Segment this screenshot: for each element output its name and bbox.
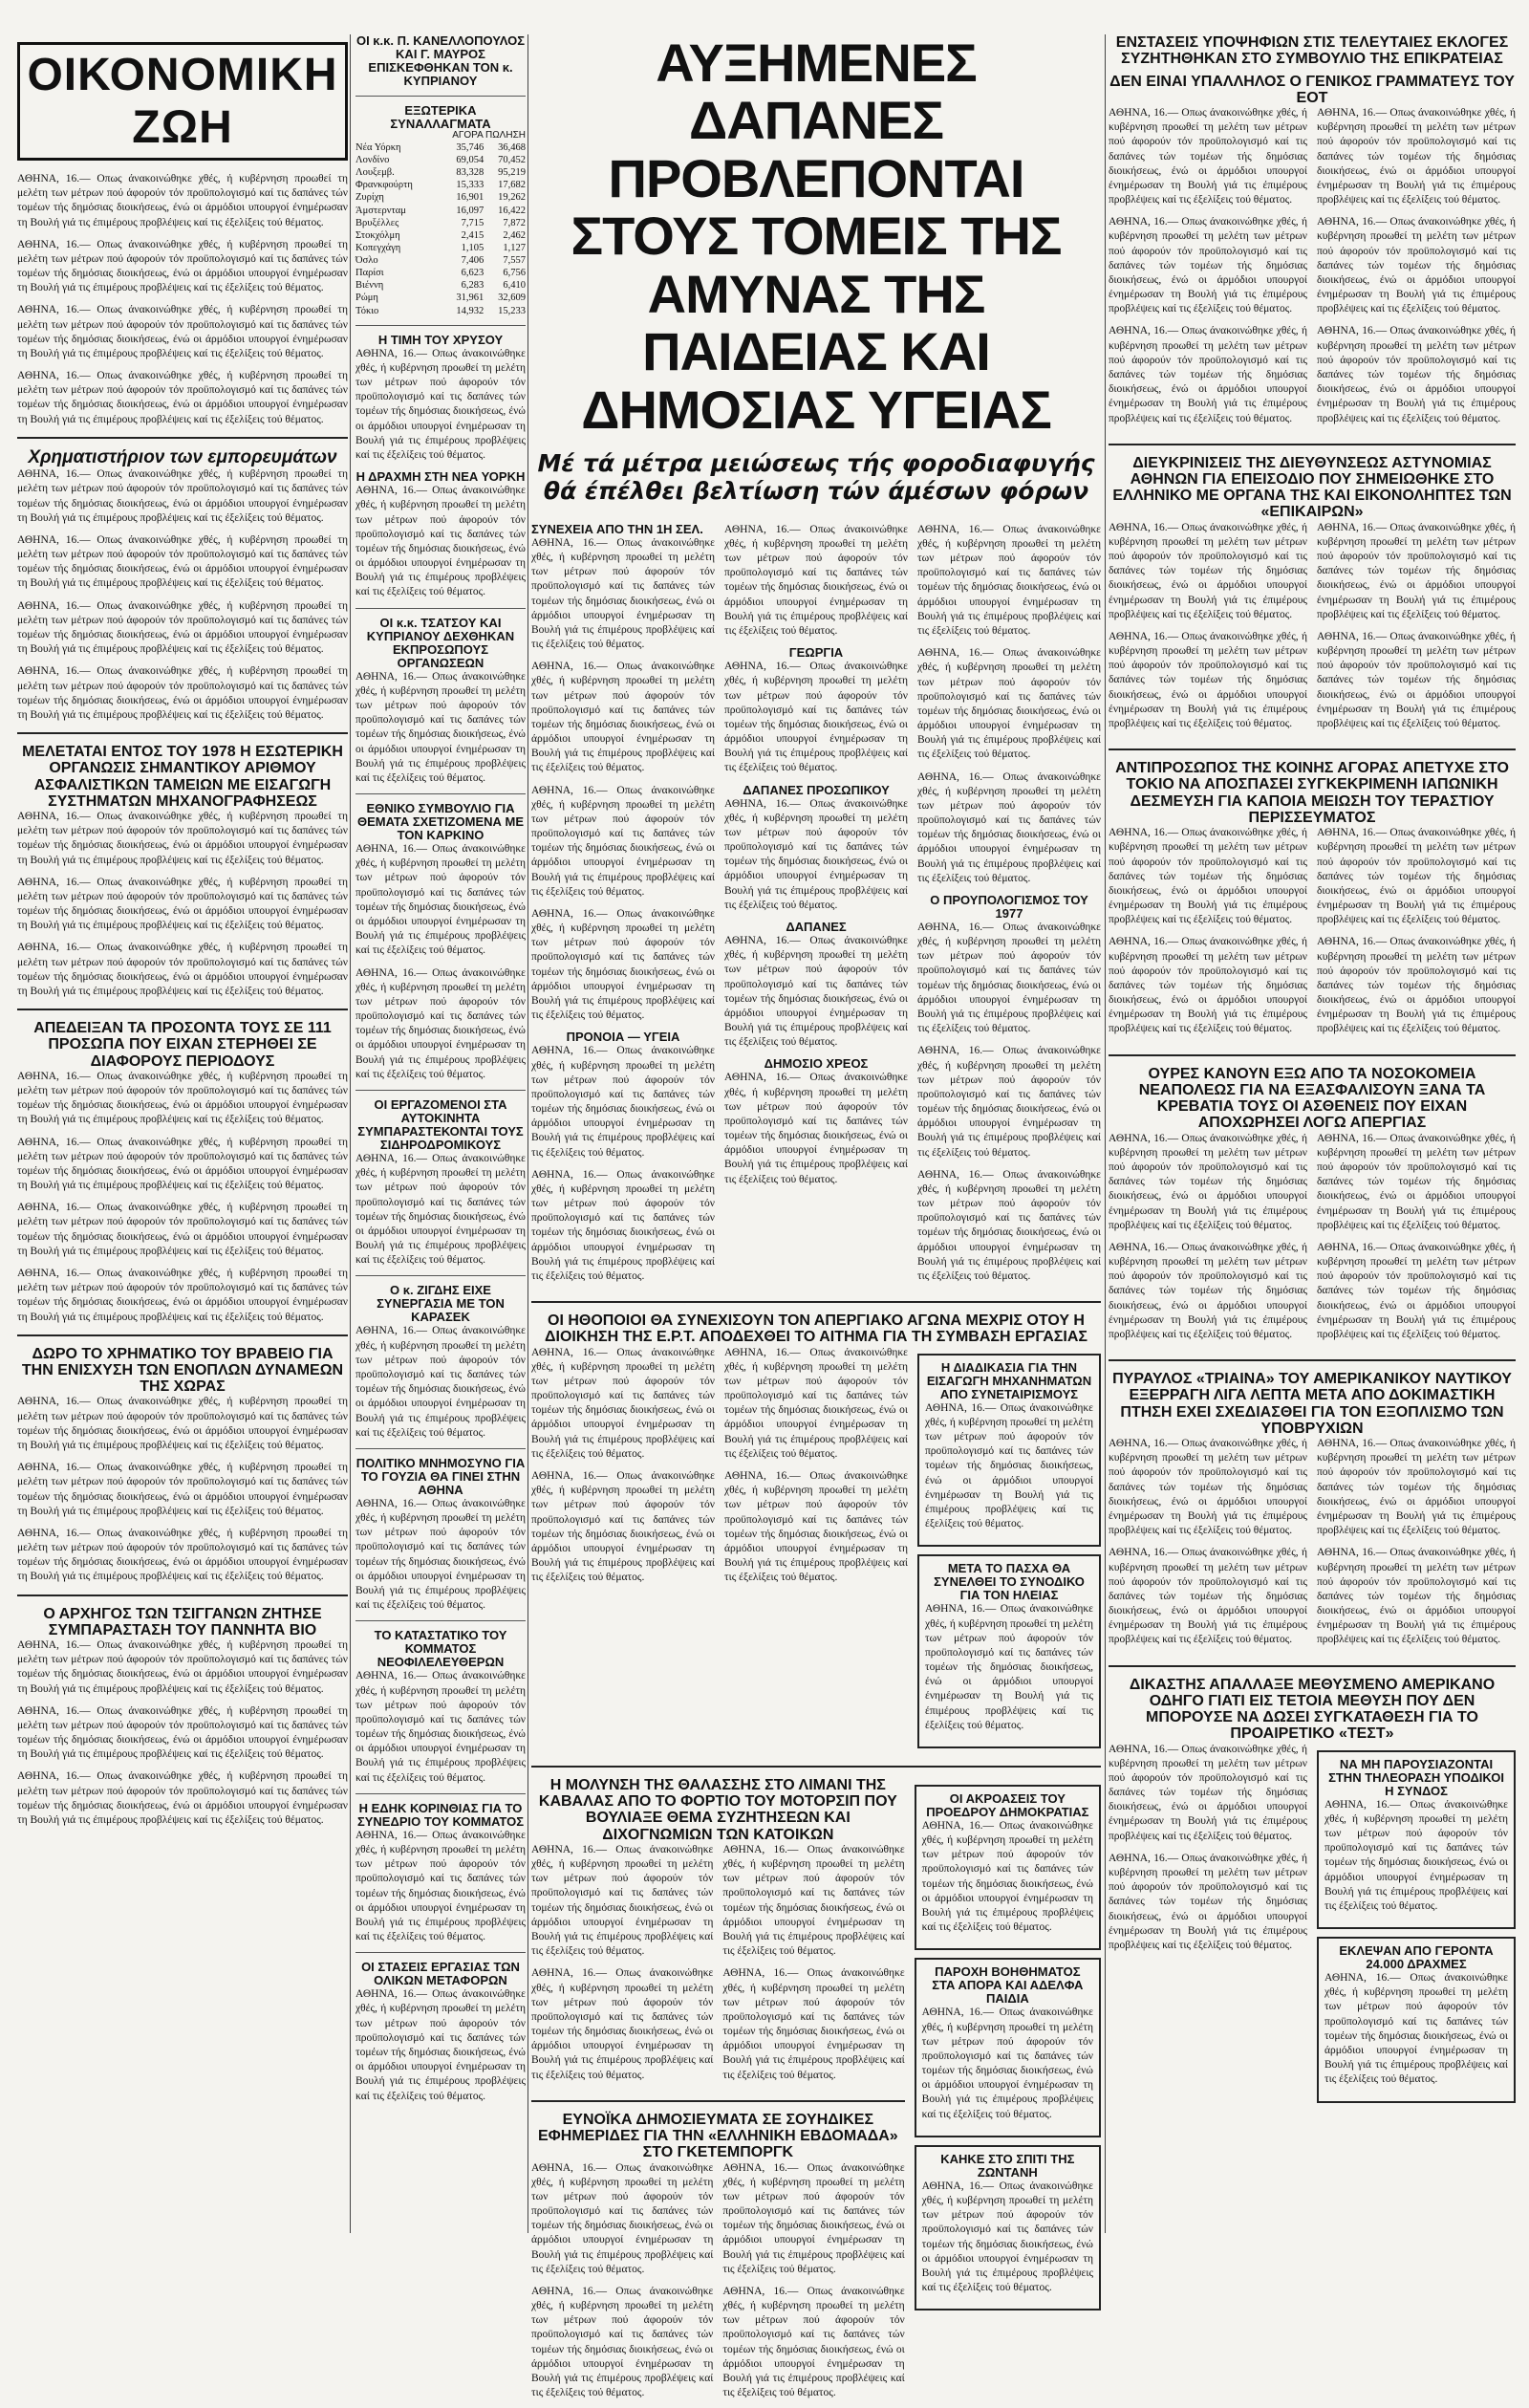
- article-body: ΑΘΗΝΑ, 16.— Οπως άνακοινώθηκε χθές, ή κυβέρνηση προωθεί τη μελέτη των μέτρων πού άφορούν τόν προϋπολογισμό καί τις δαπάνες τών τομέων τής δημόσιας διοικήσεως, ένώ οι άρμόδιοι υπουργοί ένημέρωσαν τη Βουλή γιά τις έπιμέρους προβλέψεις καί τις έξελίξεις τού θέματος.: [1324, 1972, 1508, 2086]
- quote-buy: 7,406: [461, 255, 485, 267]
- sidebar-box: [917, 1554, 1101, 1748]
- article-body: ΑΘΗΝΑ, 16.— Οπως άνακοινώθηκε χθές, ή κυβέρνηση προωθεί τη μελέτη των μέτρων πού άφορούν τόν προϋπολογισμό καί τις δαπάνες τών τομέων τής δημόσιας διοικήσεως, ένώ οι άρμόδιοι υπουργοί ένημέρωσαν τη Βουλή γιά τις έπιμέρους προβλέψεις καί τις έξελίξεις τού θέματος.: [17, 942, 348, 997]
- article-body: ΑΘΗΝΑ, 16.— Οπως άνακοινώθηκε χθές, ή κυβέρνηση προωθεί τη μελέτη των μέτρων πού άφορούν τόν προϋπολογισμό καί τις δαπάνες τών τομέων τής δημόσιας διοικήσεως, ένώ οι άρμόδιοι υπουργοί ένημέρωσαν τη Βουλή γιά τις έπιμέρους προβλέψεις καί τις έξελίξεις τού θέματος.: [1109, 1132, 1307, 1231]
- subhead: Ο ΠΡΟΥΠΟΛΟΓΙΣΜΟΣ ΤΟΥ 1977: [930, 892, 1088, 921]
- article-body: ΑΘΗΝΑ, 16.— Οπως άνακοινώθηκε χθές, ή κυβέρνηση προωθεί τη μελέτη των μέτρων πού άφορούν τόν προϋπολογισμό καί τις δαπάνες τών τομέων τής δημόσιας διοικήσεως, ένώ οι άρμόδιοι υπουργοί ένημέρωσαν τη Βουλή γιά τις έπιμέρους προβλέψεις καί τις έξελίξεις τού θέματος.: [917, 1168, 1101, 1282]
- article-body: ΑΘΗΝΑ, 16.— Οπως άνακοινώθηκε χθές, ή κυβέρνηση προωθεί τη μελέτη των μέτρων πού άφορούν τόν προϋπολογισμό καί τις δαπάνες τών τομέων τής δημόσιας διοικήσεως, ένώ οι άρμόδιοι υπουργοί ένημέρωσαν τη Βουλή γιά τις έπιμέρους προβλέψεις καί τις έξελίξεις τού θέματος.: [1109, 216, 1307, 315]
- article-body: ΑΘΗΝΑ, 16.— Οπως άνακοινώθηκε χθές, ή κυβέρνηση προωθεί τη μελέτη των μέτρων πού άφορούν τόν προϋπολογισμό καί τις δαπάνες τών τομέων τής δημόσιας διοικήσεως, ένώ οι άρμόδιοι υπουργοί ένημέρωσαν τη Βουλή γιά τις έπιμέρους προβλέψεις καί τις έξελίξεις τού θέματος.: [1317, 216, 1516, 315]
- article-headline: ΟΙ ΑΚΡΟΑΣΕΙΣ ΤΟΥ ΠΡΟΕΔΡΟΥ ΔΗΜΟΚΡΑΤΙΑΣ: [926, 1790, 1089, 1819]
- article-body: ΑΘΗΝΑ, 16.— Οπως άνακοινώθηκε χθές, ή κυβέρνηση προωθεί τη μελέτη των μέτρων πού άφορούν τόν προϋπολογισμό καί τις δαπάνες τών τομέων τής δημόσιας διοικήσεως, ένώ οι άρμόδιοι υπουργοί ένημέρωσαν τη Βουλή γιά τις έπιμέρους προβλέψεις καί τις έξελίξεις τού θέματος.: [917, 1045, 1101, 1159]
- article-body: ΑΘΗΝΑ, 16.— Οπως άνακοινώθηκε χθές, ή κυβέρνηση προωθεί τη μελέτη των μέτρων πού άφορούν τόν προϋπολογισμό καί τις δαπάνες τών τομέων τής δημόσιας διοικήσεως, ένώ οι άρμόδιοι υπουργοί ένημέρωσαν τη Βουλή γιά τις έπιμέρους προβλέψεις καί τις έξελίξεις τού θέματος.: [1317, 107, 1516, 206]
- quote-name: Λουξεμβ.: [355, 167, 395, 179]
- article-body: ΑΘΗΝΑ, 16.— Οπως άνακοινώθηκε χθές, ή κυβέρνηση προωθεί τη μελέτη των μέτρων πού άφορούν τόν προϋπολογισμό καί τις δαπάνες τών τομέων τής δημόσιας διοικήσεως, ένώ οι άρμόδιοι υπουργοί ένημέρωσαν τη Βουλή γιά τις έπιμέρους προβλέψεις καί τις έξελίξεις τού θέματος.: [17, 876, 348, 932]
- article-body: ΑΘΗΝΑ, 16.— Οπως άνακοινώθηκε χθές, ή κυβέρνηση προωθεί τη μελέτη των μέτρων πού άφορούν τόν προϋπολογισμό καί τις δαπάνες τών τομέων τής δημόσιας διοικήσεως, ένώ οι άρμόδιοι υπουργοί ένημέρωσαν τη Βουλή γιά τις έπιμέρους προβλέψεις καί τις έξελίξεις τού θέματος.: [1109, 107, 1307, 206]
- quote-name: Ρώμη: [355, 293, 378, 304]
- article-body: ΑΘΗΝΑ, 16.— Οπως άνακοινώθηκε χθές, ή κυβέρνηση προωθεί τη μελέτη των μέτρων πού άφορούν τόν προϋπολογισμό καί τις δαπάνες τών τομέων τής δημόσιας διοικήσεως, ένώ οι άρμόδιοι υπουργοί ένημέρωσαν τη Βουλή γιά τις έπιμέρους προβλέψεις καί τις έξελίξεις τού θέματος.: [1317, 1241, 1516, 1340]
- quote-sell: 95,219: [498, 167, 526, 179]
- quote-row: [355, 191, 526, 204]
- quote-row: [355, 205, 526, 217]
- article-body: ΑΘΗΝΑ, 16.— Οπως άνακοινώθηκε χθές, ή κυβέρνηση προωθεί τη μελέτη των μέτρων πού άφορούν τόν προϋπολογισμό καί τις δαπάνες τών τομέων τής δημόσιας διοικήσεως, ένώ οι άρμόδιοι υπουργοί ένημέρωσαν τη Βουλή γιά τις έπιμέρους προβλέψεις καί τις έξελίξεις τού θέματος.: [355, 966, 526, 1080]
- quote-sell: 16,422: [498, 205, 526, 216]
- quote-buy: 6,283: [461, 280, 485, 292]
- quote-buy: 7,715: [461, 217, 485, 228]
- article-body: ΑΘΗΝΑ, 16.— Οπως άνακοινώθηκε χθές, ή κυβέρνηση προωθεί τη μελέτη των μέτρων πού άφορούν τόν προϋπολογισμό καί τις δαπάνες τών τομέων τής δημόσιας διοικήσεως, ένώ οι άρμόδιοι υπουργοί ένημέρωσαν τη Βουλή γιά τις έπιμέρους προβλέψεις καί τις έξελίξεις τού θέματος.: [917, 770, 1101, 884]
- column-economy: [17, 34, 348, 2233]
- article-body: ΑΘΗΝΑ, 16.— Οπως άνακοινώθηκε χθές, ή κυβέρνηση προωθεί τη μελέτη των μέτρων πού άφορούν τόν προϋπολογισμό καί τις δαπάνες τών τομέων τής δημόσιας διοικήσεως, ένώ οι άρμόδιοι υπουργοί ένημέρωσαν τη Βουλή γιά τις έπιμέρους προβλέψεις καί τις έξελίξεις τού θέματος.: [925, 1401, 1093, 1530]
- article-body: ΑΘΗΝΑ, 16.— Οπως άνακοινώθηκε χθές, ή κυβέρνηση προωθεί τη μελέτη των μέτρων πού άφορούν τόν προϋπολογισμό καί τις δαπάνες τών τομέων τής δημόσιας διοικήσεως, ένώ οι άρμόδιοι υπουργοί ένημέρωσαν τη Βουλή γιά τις έπιμέρους προβλέψεις καί τις έξελίξεις τού θέματος.: [722, 2161, 905, 2275]
- article-headline: ΜΕΛΕΤΑΤΑΙ ΕΝΤΟΣ ΤΟΥ 1978 Η ΕΣΩΤΕΡΙΚΗ ΟΡΓΑΝΩΣΙΣ ΣΗΜΑΝΤΙΚΟΥ ΑΡΙΘΜΟΥ ΑΣΦΑΛΙΣΤΙΚΩΝ ΤΑΜΕΙΩΝ ΜΕ ΕΙΣΑΓΩΓΗ ΣΥΣΤΗΜΑΤΩΝ ΜΗΧΑΝΟΓΡΑΦΗΣΕΩΣ: [22, 744, 343, 810]
- continuation-label: ΣΥΝΕΧΕΙΑ ΑΠΟ ΤΗΝ 1Η ΣΕΛ.: [531, 521, 703, 536]
- article-body: ΑΘΗΝΑ, 16.— Οπως άνακοινώθηκε χθές, ή κυβέρνηση προωθεί τη μελέτη των μέτρων πού άφορούν τόν προϋπολογισμό καί τις δαπάνες τών τομέων τής δημόσιας διοικήσεως, ένώ οι άρμόδιοι υπουργοί ένημέρωσαν τη Βουλή γιά τις έπιμέρους προβλέψεις καί τις έξελίξεις τού θέματος.: [17, 1527, 348, 1583]
- quote-sell: 70,452: [498, 155, 526, 166]
- lead-deck: Μέ τά μέτρα μειώσεως τής φοροδιαφυγής θά έπέλθει βελτίωση τών άμέσων φόρων: [537, 449, 1095, 506]
- article-headline: Η ΕΔΗΚ ΚΟΡΙΝΘΙΑΣ ΓΙΑ ΤΟ ΣΥΝΕΔΡΙΟ ΤΟΥ ΚΟΜΜΑΤΟΣ: [356, 1800, 525, 1829]
- quote-name: Λονδίνο: [355, 155, 390, 166]
- article-body: ΑΘΗΝΑ, 16.— Οπως άνακοινώθηκε χθές, ή κυβέρνηση προωθεί τη μελέτη των μέτρων πού άφορούν τόν προϋπολογισμό καί τις δαπάνες τών τομέων τής δημόσιας διοικήσεως, ένώ οι άρμόδιοι υπουργοί ένημέρωσαν τη Βουλή γιά τις έπιμέρους προβλέψεις καί τις έξελίξεις τού θέματος.: [1109, 1852, 1307, 1951]
- quote-name: Νέα Υόρκη: [355, 141, 401, 153]
- article-body: ΑΘΗΝΑ, 16.— Οπως άνακοινώθηκε χθές, ή κυβέρνηση προωθεί τη μελέτη των μέτρων πού άφορούν τόν προϋπολογισμό καί τις δαπάνες τών τομέων τής δημόσιας διοικήσεως, ένώ οι άρμόδιοι υπουργοί ένημέρωσαν τη Βουλή γιά τις έπιμέρους προβλέψεις καί τις έξελίξεις τού θέματος.: [531, 907, 715, 1022]
- article-body: ΑΘΗΝΑ, 16.— Οπως άνακοινώθηκε χθές, ή κυβέρνηση προωθεί τη μελέτη των μέτρων πού άφορούν τόν προϋπολογισμό καί τις δαπάνες τών τομέων τής δημόσιας διοικήσεως, ένώ οι άρμόδιοι υπουργοί ένημέρωσαν τη Βουλή γιά τις έπιμέρους προβλέψεις καί τις έξελίξεις τού θέματος.: [17, 1202, 348, 1257]
- article-body: ΑΘΗΝΑ, 16.— Οπως άνακοινώθηκε χθές, ή κυβέρνηση προωθεί τη μελέτη των μέτρων πού άφορούν τόν προϋπολογισμό καί τις δαπάνες τών τομέων τής δημόσιας διοικήσεως, ένώ οι άρμόδιοι υπουργοί ένημέρωσαν τη Βουλή γιά τις έπιμέρους προβλέψεις καί τις έξελίξεις τού θέματος.: [17, 1770, 348, 1826]
- article-body: ΑΘΗΝΑ, 16.— Οπως άνακοινώθηκε χθές, ή κυβέρνηση προωθεί τη μελέτη των μέτρων πού άφορούν τόν προϋπολογισμό καί τις δαπάνες τών τομέων τής δημόσιας διοικήσεως, ένώ οι άρμόδιοι υπουργοί ένημέρωσαν τη Βουλή γιά τις έπιμέρους προβλέψεις καί τις έξελίξεις τού θέματος.: [531, 536, 715, 651]
- quote-row: [355, 179, 526, 191]
- subhead: ΔΑΠΑΝΕΣ ΠΡΟΣΩΠΙΚΟΥ: [743, 782, 890, 797]
- quote-row: [355, 154, 526, 166]
- article-headline: ΟΙ ΗΘΟΠΟΙΟΙ ΘΑ ΣΥΝΕΧΙΣΟΥΝ ΤΟΝ ΑΠΕΡΓΙΑΚΟ ΑΓΩΝΑ ΜΕΧΡΙΣ ΟΤΟΥ Η ΔΙΟΙΚΗΣΗ ΤΗΣ Ε.Ρ.Τ. ΑΠΟΔΕΧΘΕΙ ΤΟ ΑΙΤΗΜΑ ΓΙΑ ΤΗ ΣΥΜΒΑΣΗ ΕΡΓΑΣΙΑΣ: [545, 1312, 1088, 1346]
- article-body: ΑΘΗΝΑ, 16.— Οπως άνακοινώθηκε χθές, ή κυβέρνηση προωθεί τη μελέτη των μέτρων πού άφορούν τόν προϋπολογισμό καί τις δαπάνες τών τομέων τής δημόσιας διοικήσεως, ένώ οι άρμόδιοι υπουργοί ένημέρωσαν τη Βουλή γιά τις έπιμέρους προβλέψεις καί τις έξελίξεις τού θέματος.: [1109, 325, 1307, 424]
- article-body: ΑΘΗΝΑ, 16.— Οπως άνακοινώθηκε χθές, ή κυβέρνηση προωθεί τη μελέτη των μέτρων πού άφορούν τόν προϋπολογισμό καί τις δαπάνες τών τομέων τής δημόσιας διοικήσεως, ένώ οι άρμόδιοι υπουργοί ένημέρωσαν τη Βουλή γιά τις έπιμέρους προβλέψεις καί τις έξελίξεις τού θέματος.: [531, 784, 715, 898]
- article-body: ΑΘΗΝΑ, 16.— Οπως άνακοινώθηκε χθές, ή κυβέρνηση προωθεί τη μελέτη των μέτρων πού άφορούν τόν προϋπολογισμό καί τις δαπάνες τών τομέων τής δημόσιας διοικήσεως, ένώ οι άρμόδιοι υπουργοί ένημέρωσαν τη Βουλή γιά τις έπιμέρους προβλέψεις καί τις έξελίξεις τού θέματος.: [17, 1462, 348, 1517]
- quote-row: [355, 292, 526, 304]
- article-body: ΑΘΗΝΑ, 16.— Οπως άνακοινώθηκε χθές, ή κυβέρνηση προωθεί τη μελέτη των μέτρων πού άφορούν τόν προϋπολογισμό καί τις δαπάνες τών τομέων τής δημόσιας διοικήσεως, ένώ οι άρμόδιοι υπουργοί ένημέρωσαν τη Βουλή γιά τις έπιμέρους προβλέψεις καί τις έξελίξεις τού θέματος.: [917, 647, 1101, 761]
- article-headline: ΟΙ ΣΤΑΣΕΙΣ ΕΡΓΑΣΙΑΣ ΤΩΝ ΟΛΙΚΩΝ ΜΕΤΑΦΟΡΩΝ: [361, 1960, 520, 1988]
- market-headline: Χρηματιστήριον των εμπορευμάτων: [28, 446, 337, 467]
- sidebar-box: [1317, 1750, 1516, 1929]
- article-headline: ΑΠΕΔΕΙΞΑΝ ΤΑ ΠΡΟΣΟΝΤΑ ΤΟΥΣ ΣΕ 111 ΠΡΟΣΩΠΑ ΠΟΥ ΕΙΧΑΝ ΣΤΕΡΗΘΕΙ ΣΕ ΔΙΑΦΟΡΟΥΣ ΠΕΡΙΟΔΟΥΣ: [33, 1020, 332, 1070]
- quote-name: Τόκιο: [355, 305, 379, 316]
- gold-headline: Η ΤΙΜΗ ΤΟΥ ΧΡΥΣΟΥ: [377, 332, 504, 347]
- article-body: ΑΘΗΝΑ, 16.— Οπως άνακοινώθηκε χθές, ή κυβέρνηση προωθεί τη μελέτη των μέτρων πού άφορούν τόν προϋπολογισμό καί τις δαπάνες τών τομέων τής δημόσιας διοικήσεως, ένώ οι άρμόδιοι υπουργοί ένημέρωσαν τη Βουλή γιά τις έπιμέρους προβλέψεις καί τις έξελίξεις τού θέματος.: [531, 1045, 715, 1159]
- quote-row: [355, 279, 526, 292]
- article-body: ΑΘΗΝΑ, 16.— Οπως άνακοινώθηκε χθές, ή κυβέρνηση προωθεί τη μελέτη των μέτρων πού άφορούν τόν προϋπολογισμό καί τις δαπάνες τών τομέων τής δημόσιας διοικήσεως, ένώ οι άρμόδιοι υπουργοί ένημέρωσαν τη Βουλή γιά τις έπιμέρους προβλέψεις καί τις έξελίξεις τού θέματος.: [355, 843, 526, 957]
- sidebar-box: [915, 1958, 1101, 2137]
- article-body: ΑΘΗΝΑ, 16.— Οπως άνακοινώθηκε χθές, ή κυβέρνηση προωθεί τη μελέτη των μέτρων πού άφορούν τόν προϋπολογισμό καί τις δαπάνες τών τομέων τής δημόσιας διοικήσεως, ένώ οι άρμόδιοι υπουργοί ένημέρωσαν τη Βουλή γιά τις έπιμέρους προβλέψεις καί τις έξελίξεις τού θέματος.: [531, 1346, 715, 1460]
- quote-name: Βρυξέλλες: [355, 217, 399, 228]
- article-body: ΑΘΗΝΑ, 16.— Οπως άνακοινώθηκε χθές, ή κυβέρνηση προωθεί τη μελέτη των μέτρων πού άφορούν τόν προϋπολογισμό καί τις δαπάνες τών τομέων τής δημόσιας διοικήσεως, ένώ οι άρμόδιοι υπουργοί ένημέρωσαν τη Βουλή γιά τις έπιμέρους προβλέψεις καί τις έξελίξεις τού θέματος.: [1109, 1241, 1307, 1340]
- article-headline: ΟΥΡΕΣ ΚΑΝΟΥΝ ΕΞΩ ΑΠΟ ΤΑ ΝΟΣΟΚΟΜΕΙΑ ΝΕΑΠΟΛΕΩΣ ΓΙΑ ΝΑ ΕΞΑΣΦΑΛΙΣΟΥΝ ΞΑΝΑ ΤΑ ΚΡΕΒΑΤΙΑ ΤΟΥΣ ΟΙ ΑΣΘΕΝΕΙΣ ΠΟΥ ΕΙΧΑΝ ΑΠΟΧΩΡΗΣΕΙ ΛΟΓΩ ΑΠΕΡΓΙΑΣ: [1138, 1065, 1486, 1132]
- article-body: ΑΘΗΝΑ, 16.— Οπως άνακοινώθηκε χθές, ή κυβέρνηση προωθεί τη μελέτη των μέτρων πού άφορούν τόν προϋπολογισμό καί τις δαπάνες τών τομέων τής δημόσιας διοικήσεως, ένώ οι άρμόδιοι υπουργοί ένημέρωσαν τη Βουλή γιά τις έπιμέρους προβλέψεις καί τις έξελίξεις τού θέματος.: [921, 2007, 1093, 2120]
- quote-name: Βιέννη: [355, 280, 384, 292]
- sidebar-box: [917, 1354, 1101, 1548]
- article-body: ΑΘΗΝΑ, 16.— Οπως άνακοινώθηκε χθές, ή κυβέρνηση προωθεί τη μελέτη των μέτρων πού άφορούν τόν προϋπολογισμό καί τις δαπάνες τών τομέων τής δημόσιας διοικήσεως, ένώ οι άρμόδιοι υπουργοί ένημέρωσαν τη Βουλή γιά τις έπιμέρους προβλέψεις καί τις έξελίξεις τού θέματος.: [531, 2285, 714, 2399]
- sidebar-box: [915, 2145, 1101, 2310]
- article-headline: ΠΟΛΙΤΙΚΟ ΜΝΗΜΟΣΥΝΟ ΓΙΑ ΤΟ ΓΟΥΖΙΑ ΘΑ ΓΙΝΕΙ ΣΤΗΝ ΑΘΗΝΑ: [355, 1455, 526, 1497]
- quote-row: [355, 217, 526, 229]
- article-headline: ΠΑΡΟΧΗ ΒΟΗΘΗΜΑΤΟΣ ΣΤΑ ΑΠΟΡΑ ΚΑΙ ΑΔΕΛΦΑ ΠΑΙΔΙΑ: [932, 1964, 1084, 2007]
- article-headline: Η ΔΙΑΔΙΚΑΣΙΑ ΓΙΑ ΤΗΝ ΕΙΣΑΓΩΓΗ ΜΗΧΑΝΗΜΑΤΩΝ ΑΠΟ ΣΥΝΕΤΑΙΡΙΣΜΟΥΣ: [926, 1359, 1092, 1401]
- article-body: ΑΘΗΝΑ, 16.— Οπως άνακοινώθηκε χθές, ή κυβέρνηση προωθεί τη μελέτη των μέτρων πού άφορούν τόν προϋπολογισμό καί τις δαπάνες τών τομέων τής δημόσιας διοικήσεως, ένώ οι άρμόδιοι υπουργοί ένημέρωσαν τη Βουλή γιά τις έπιμέρους προβλέψεις καί τις έξελίξεις τού θέματος.: [17, 468, 348, 524]
- quote-row: [355, 305, 526, 317]
- quote-buy: 83,328: [456, 167, 485, 179]
- article-headline: ΕΥΝΟΪΚΑ ΔΗΜΟΣΙΕΥΜΑΤΑ ΣΕ ΣΟΥΗΔΙΚΕΣ ΕΦΗΜΕΡΙΔΕΣ ΓΙΑ ΤΗΝ «ΕΛΛΗΝΙΚΗ ΕΒΔΟΜΑΔΑ» ΣΤΟ ΓΚΕΤΕΜΠΟΡΓΚ: [537, 2111, 898, 2161]
- quote-name: Όσλο: [355, 255, 378, 267]
- article-headline: ΚΑΗΚΕ ΣΤΟ ΣΠΙΤΙ ΤΗΣ ΖΩΝΤΑΝΗ: [940, 2151, 1075, 2180]
- article-subheadline: ΔΕΝ ΕΙΝΑΙ ΥΠΑΛΛΗΛΟΣ Ο ΓΕΝΙΚΟΣ ΓΡΑΜΜΑΤΕΥΣ ΤΟΥ ΕΟΤ: [1109, 73, 1515, 106]
- quote-row: [355, 267, 526, 279]
- quote-name: Κοπεγχάγη: [355, 242, 401, 253]
- quote-name: Φρανκφούρτη: [355, 180, 413, 191]
- article-body: ΑΘΗΝΑ, 16.— Οπως άνακοινώθηκε χθές, ή κυβέρνηση προωθεί τη μελέτη των μέτρων πού άφορούν τόν προϋπολογισμό καί τις δαπάνες τών τομέων τής δημόσιας διοικήσεως, ένώ οι άρμόδιοι υπουργοί ένημέρωσαν τη Βουλή γιά τις έπιμέρους προβλέψεις καί τις έξελίξεις τού θέματος.: [355, 1670, 526, 1784]
- article-body: ΑΘΗΝΑ, 16.— Οπως άνακοινώθηκε χθές, ή κυβέρνηση προωθεί τη μελέτη των μέτρων πού άφορούν τόν προϋπολογισμό καί τις δαπάνες τών τομέων τής δημόσιας διοικήσεως, ένώ οι άρμόδιοι υπουργοί ένημέρωσαν τη Βουλή γιά τις έπιμέρους προβλέψεις καί τις έξελίξεις τού θέματος.: [355, 670, 526, 784]
- article-headline: ΟΙ ΕΡΓΑΖΟΜΕΝΟΙ ΣΤΑ ΑΥΤΟΚΙΝΗΤΑ ΣΥΜΠΑΡΑΣΤΕΚΟΝΤΑΙ ΤΟΥΣ ΣΙΔΗΡΟΔΡΟΜΙΚΟΥΣ: [357, 1096, 524, 1152]
- quote-buy: 16,901: [456, 192, 485, 204]
- quote-name: Άμστερνταμ: [355, 205, 406, 216]
- quote-row: [355, 242, 526, 254]
- column-politics: [355, 34, 526, 2233]
- article-body: ΑΘΗΝΑ, 16.— Οπως άνακοινώθηκε χθές, ή κυβέρνηση προωθεί τη μελέτη των μέτρων πού άφορούν τόν προϋπολογισμό καί τις δαπάνες τών τομέων τής δημόσιας διοικήσεως, ένώ οι άρμόδιοι υπουργοί ένημέρωσαν τη Βουλή γιά τις έπιμέρους προβλέψεις καί τις έξελίξεις τού θέματος.: [355, 1497, 526, 1612]
- article-body: ΑΘΗΝΑ, 16.— Οπως άνακοινώθηκε χθές, ή κυβέρνηση προωθεί τη μελέτη των μέτρων πού άφορούν τόν προϋπολογισμό καί τις δαπάνες τών τομέων τής δημόσιας διοικήσεως, ένώ οι άρμόδιοι υπουργοί ένημέρωσαν τη Βουλή γιά τις έπιμέρους προβλέψεις καί τις έξελίξεις τού θέματος.: [355, 1153, 526, 1267]
- article-headline: ΕΚΛΕΨΑΝ ΑΠΟ ΓΕΡΟΝΤΑ 24.000 ΔΡΑΧΜΕΣ: [1339, 1943, 1494, 1972]
- article-body: ΑΘΗΝΑ, 16.— Οπως άνακοινώθηκε χθές, ή κυβέρνηση προωθεί τη μελέτη των μέτρων πού άφορούν τόν προϋπολογισμό καί τις δαπάνες τών τομέων τής δημόσιας διοικήσεως, ένώ οι άρμόδιοι υπουργοί ένημέρωσαν τη Βουλή γιά τις έπιμέρους προβλέψεις καί τις έξελίξεις τού θέματος.: [17, 811, 348, 866]
- article-headline: ΝΑ ΜΗ ΠΑΡΟΥΣΙΑΖΟΝΤΑΙ ΣΤΗΝ ΤΗΛΕΟΡΑΣΗ ΥΠΟΔΙΚΟΙ Η ΣΥΝΔΟΣ: [1328, 1756, 1504, 1798]
- quote-name: Στοκχόλμη: [355, 229, 400, 241]
- quote-buy: 69,054: [456, 155, 485, 166]
- lead-headline: ΑΥΞΗΜΕΝΕΣ ΔΑΠΑΝΕΣ ΠΡΟΒΛΕΠΟΝΤΑΙ ΣΤΟΥΣ ΤΟΜΕΙΣ ΤΗΣ ΑΜΥΝΑΣ ΤΗΣ ΠΑΙΔΕΙΑΣ ΚΑΙ ΔΗΜΟΣΙΑΣ ΥΓΕΙΑΣ: [571, 33, 1062, 440]
- article-headline: Ο κ. ΖΙΓΔΗΣ ΕΙΧΕ ΣΥΝΕΡΓΑΣΙΑ ΜΕ ΤΟΝ ΚΑΡΑΣΕΚ: [377, 1283, 505, 1325]
- quote-sell: 2,462: [503, 229, 526, 241]
- column-news: [1109, 34, 1516, 2233]
- section-masthead: ΟΙΚΟΝΟΜΙΚΗ ΖΩΗ: [17, 42, 348, 161]
- quote-row: [355, 166, 526, 179]
- article-headline: Η ΜΟΛΥΝΣΗ ΤΗΣ ΘΑΛΑΣΣΗΣ ΣΤΟ ΛΙΜΑΝΙ ΤΗΣ ΚΑΒΑΛΑΣ ΑΠΟ ΤΟ ΦΟΡΤΙΟ ΤΟΥ ΜΟΤΟΡΣΙΠ ΠΟΥ ΒΟΥΛΙΑΞΕ ΘΕΜΑ ΣΥΖΗΤΗΣΕΩΝ ΚΑΙ ΔΙΧΟΓΝΩΜΙΩΝ ΤΩΝ ΚΑΤΟΙΚΩΝ: [538, 1776, 897, 1843]
- quote-sell: 36,468: [498, 141, 526, 153]
- article-body: ΑΘΗΝΑ, 16.— Οπως άνακοινώθηκε χθές, ή κυβέρνηση προωθεί τη μελέτη των μέτρων πού άφορούν τόν προϋπολογισμό καί τις δαπάνες τών τομέων τής δημόσιας διοικήσεως, ένώ οι άρμόδιοι υπουργοί ένημέρωσαν τη Βουλή γιά τις έπιμέρους προβλέψεις καί τις έξελίξεις τού θέματος.: [531, 1168, 715, 1282]
- quote-sell: 32,609: [498, 293, 526, 304]
- article-body: ΑΘΗΝΑ, 16.— Οπως άνακοινώθηκε χθές, ή κυβέρνηση προωθεί τη μελέτη των μέτρων πού άφορούν τόν προϋπολογισμό καί τις δαπάνες τών τομέων τής δημόσιας διοικήσεως, ένώ οι άρμόδιοι υπουργοί ένημέρωσαν τη Βουλή γιά τις έπιμέρους προβλέψεις καί τις έξελίξεις τού θέματος.: [531, 1470, 715, 1584]
- article-body: ΑΘΗΝΑ, 16.— Οπως άνακοινώθηκε χθές, ή κυβέρνηση προωθεί τη μελέτη των μέτρων πού άφορούν τόν προϋπολογισμό καί τις δαπάνες τών τομέων τής δημόσιας διοικήσεως, ένώ οι άρμόδιοι υπουργοί ένημέρωσαν τη Βουλή γιά τις έπιμέρους προβλέψεις καί τις έξελίξεις τού θέματος.: [1317, 325, 1516, 424]
- article-body: ΑΘΗΝΑ, 16.— Οπως άνακοινώθηκε χθές, ή κυβέρνηση προωθεί τη μελέτη των μέτρων πού άφορούν τόν προϋπολογισμό καί τις δαπάνες τών τομέων τής δημόσιας διοικήσεως, ένώ οι άρμόδιοι υπουργοί ένημέρωσαν τη Βουλή γιά τις έπιμέρους προβλέψεις καί τις έξελίξεις τού θέματος.: [1109, 1743, 1307, 1842]
- quote-sell: 17,682: [498, 180, 526, 191]
- quote-row: [355, 254, 526, 267]
- article-body: ΑΘΗΝΑ, 16.— Οπως άνακοινώθηκε χθές, ή κυβέρνηση προωθεί τη μελέτη των μέτρων πού άφορούν τόν προϋπολογισμό καί τις δαπάνες τών τομέων τής δημόσιας διοικήσεως, ένώ οι άρμόδιοι υπουργοί ένημέρωσαν τη Βουλή γιά τις έπιμέρους προβλέψεις καί τις έξελίξεις τού θέματος.: [722, 1967, 905, 2081]
- article-headline: ΕΘΝΙΚΟ ΣΥΜΒΟΥΛΙΟ ΓΙΑ ΘΕΜΑΤΑ ΣΧΕΤΙΖΟΜΕΝΑ ΜΕ ΤΟΝ ΚΑΡΚΙΝΟ: [356, 801, 525, 843]
- quote-row: [355, 141, 526, 154]
- article-headline: ΔΙΚΑΣΤΗΣ ΑΠΑΛΛΑΞΕ ΜΕΘΥΣΜΕΝΟ ΑΜΕΡΙΚΑΝΟ ΟΔΗΓΟ ΓΙΑΤΙ ΕΙΣ ΤΕΤΟΙΑ ΜΕΘΥΣΗ ΠΟΥ ΔΕΝ ΜΠΟΡΟΥΣΕ ΝΑ ΔΩΣΕΙ ΣΥΓΚΑΤΑΘΕΣΗ ΓΙΑ ΤΟ ΠΡΟΑΙΡΕΤΙΚΟ «ΤΕΣΤ»: [1129, 1676, 1496, 1743]
- article-body: ΑΘΗΝΑ, 16.— Οπως άνακοινώθηκε χθές, ή κυβέρνηση προωθεί τη μελέτη των μέτρων πού άφορούν τόν προϋπολογισμό καί τις δαπάνες τών τομέων τής δημόσιας διοικήσεως, ένώ οι άρμόδιοι υπουργοί ένημέρωσαν τη Βουλή γιά τις έπιμέρους προβλέψεις καί τις έξελίξεις τού θέματος.: [925, 1603, 1093, 1731]
- article-headline: ΟΙ κ.κ. Π. ΚΑΝΕΛΛΟΠΟΥΛΟΣ ΚΑΙ Γ. ΜΑΥΡΟΣ ΕΠΙΣΚΕΦΘΗΚΑΝ ΤΟΝ κ. ΚΥΠΡΙΑΝΟΥ: [355, 33, 526, 89]
- article-body: ΑΘΗΝΑ, 16.— Οπως άνακοινώθηκε χθές, ή κυβέρνηση προωθεί τη μελέτη των μέτρων πού άφορούν τόν προϋπολογισμό καί τις δαπάνες τών τομέων τής δημόσιας διοικήσεως, ένώ οι άρμόδιοι υπουργοί ένημέρωσαν τη Βουλή γιά τις έπιμέρους προβλέψεις καί τις έξελίξεις τού θέματος.: [1317, 1547, 1516, 1646]
- quote-sell: 6,756: [503, 268, 526, 279]
- article-body: ΑΘΗΝΑ, 16.— Οπως άνακοινώθηκε χθές, ή κυβέρνηση προωθεί τη μελέτη των μέτρων πού άφορούν τόν προϋπολογισμό καί τις δαπάνες τών τομέων τής δημόσιας διοικήσεως, ένώ οι άρμόδιοι υπουργοί ένημέρωσαν τη Βουλή γιά τις έπιμέρους προβλέψεις καί τις έξελίξεις τού θέματος.: [531, 2161, 714, 2275]
- quote-sell: 19,262: [498, 192, 526, 204]
- article-headline: ΔΩΡΟ ΤΟ ΧΡΗΜΑΤΙΚΟ ΤΟΥ ΒΡΑΒΕΙΟ ΓΙΑ ΤΗΝ ΕΝΙΣΧΥΣΗ ΤΩΝ ΕΝΟΠΛΩΝ ΔΥΝΑΜΕΩΝ ΤΗΣ ΧΩΡΑΣ: [21, 1345, 344, 1396]
- subhead: ΓΕΩΡΓΙΑ: [788, 645, 844, 661]
- quotes-headline: ΕΞΩΤΕΡΙΚΑ ΣΥΝΑΛΛΑΓΜΑΤΑ: [390, 103, 491, 132]
- article-body: ΑΘΗΝΑ, 16.— Οπως άνακοινώθηκε χθές, ή κυβέρνηση προωθεί τη μελέτη των μέτρων πού άφορούν τόν προϋπολογισμό καί τις δαπάνες τών τομέων τής δημόσιας διοικήσεως, ένώ οι άρμόδιοι υπουργοί ένημέρωσαν τη Βουλή γιά τις έπιμέρους προβλέψεις καί τις έξελίξεις τού θέματος.: [355, 1988, 526, 2102]
- article-body: ΑΘΗΝΑ, 16.— Οπως άνακοινώθηκε χθές, ή κυβέρνηση προωθεί τη μελέτη των μέτρων πού άφορούν τόν προϋπολογισμό καί τις δαπάνες τών τομέων τής δημόσιας διοικήσεως, ένώ οι άρμόδιοι υπουργοί ένημέρωσαν τη Βουλή γιά τις έπιμέρους προβλέψεις καί τις έξελίξεις τού θέματος.: [1324, 1798, 1508, 1912]
- article-body: ΑΘΗΝΑ, 16.— Οπως άνακοινώθηκε χθές, ή κυβέρνηση προωθεί τη μελέτη των μέτρων πού άφορούν τόν προϋπολογισμό καί τις δαπάνες τών τομέων τής δημόσιας διοικήσεως, ένώ οι άρμόδιοι υπουργοί ένημέρωσαν τη Βουλή γιά τις έπιμέρους προβλέψεις καί τις έξελίξεις τού θέματος.: [17, 1070, 348, 1126]
- article-body: ΑΘΗΝΑ, 16.— Οπως άνακοινώθηκε χθές, ή κυβέρνηση προωθεί τη μελέτη των μέτρων πού άφορούν τόν προϋπολογισμό καί τις δαπάνες τών τομέων τής δημόσιας διοικήσεως, ένώ οι άρμόδιοι υπουργοί ένημέρωσαν τη Βουλή γιά τις έπιμέρους προβλέψεις καί τις έξελίξεις τού θέματος.: [17, 370, 348, 425]
- article-body: ΑΘΗΝΑ, 16.— Οπως άνακοινώθηκε χθές, ή κυβέρνηση προωθεί τη μελέτη των μέτρων πού άφορούν τόν προϋπολογισμό καί τις δαπάνες τών τομέων τής δημόσιας διοικήσεως, ένώ οι άρμόδιοι υπουργοί ένημέρωσαν τη Βουλή γιά τις έπιμέρους προβλέψεις καί τις έξελίξεις τού θέματος.: [1109, 521, 1307, 620]
- quotes-subheader: ΑΓΟΡΑ ΠΩΛΗΣΗ: [452, 130, 526, 141]
- article-headline: ΤΟ ΚΑΤΑΣΤΑΤΙΚΟ ΤΟΥ ΚΟΜΜΑΤΟΣ ΝΕΟΦΙΛΕΛΕΥΘΕΡΩΝ: [374, 1628, 507, 1670]
- quote-buy: 1,105: [461, 242, 485, 253]
- article-body: ΑΘΗΝΑ, 16.— Οπως άνακοινώθηκε χθές, ή κυβέρνηση προωθεί τη μελέτη των μέτρων πού άφορούν τόν προϋπολογισμό καί τις δαπάνες τών τομέων τής δημόσιας διοικήσεως, ένώ οι άρμόδιοι υπουργοί ένημέρωσαν τη Βουλή γιά τις έπιμέρους προβλέψεις καί τις έξελίξεις τού θέματος.: [917, 523, 1101, 637]
- quote-buy: 14,932: [456, 305, 485, 316]
- article-body: ΑΘΗΝΑ, 16.— Οπως άνακοινώθηκε χθές, ή κυβέρνηση προωθεί τη μελέτη των μέτρων πού άφορούν τόν προϋπολογισμό καί τις δαπάνες τών τομέων τής δημόσιας διοικήσεως, ένώ οι άρμόδιοι υπουργοί ένημέρωσαν τη Βουλή γιά τις έπιμέρους προβλέψεις καί τις έξελίξεις τού θέματος.: [722, 2285, 905, 2399]
- article-body: ΑΘΗΝΑ, 16.— Οπως άνακοινώθηκε χθές, ή κυβέρνηση προωθεί τη μελέτη των μέτρων πού άφορούν τόν προϋπολογισμό καί τις δαπάνες τών τομέων τής δημόσιας διοικήσεως, ένώ οι άρμόδιοι υπουργοί ένημέρωσαν τη Βουλή γιά τις έπιμέρους προβλέψεις καί τις έξελίξεις τού θέματος.: [1109, 1547, 1307, 1646]
- quote-buy: 15,333: [456, 180, 485, 191]
- article-body: ΑΘΗΝΑ, 16.— Οπως άνακοινώθηκε χθές, ή κυβέρνηση προωθεί τη μελέτη των μέτρων πού άφορούν τόν προϋπολογισμό καί τις δαπάνες τών τομέων τής δημόσιας διοικήσεως, ένώ οι άρμόδιοι υπουργοί ένημέρωσαν τη Βουλή γιά τις έπιμέρους προβλέψεις καί τις έξελίξεις τού θέματος.: [1317, 521, 1516, 620]
- article-body: ΑΘΗΝΑ, 16.— Οπως άνακοινώθηκε χθές, ή κυβέρνηση προωθεί τη μελέτη των μέτρων πού άφορούν τόν προϋπολογισμό καί τις δαπάνες τών τομέων τής δημόσιας διοικήσεως, ένώ οι άρμόδιοι υπουργοί ένημέρωσαν τη Βουλή γιά τις έπιμέρους προβλέψεις καί τις έξελίξεις τού θέματος.: [724, 1072, 908, 1185]
- article-body: ΑΘΗΝΑ, 16.— Οπως άνακοινώθηκε χθές, ή κυβέρνηση προωθεί τη μελέτη των μέτρων πού άφορούν τόν προϋπολογισμό καί τις δαπάνες τών τομέων τής δημόσιας διοικήσεως, ένώ οι άρμόδιοι υπουργοί ένημέρωσαν τη Βουλή γιά τις έπιμέρους προβλέψεις καί τις έξελίξεις τού θέματος.: [724, 1470, 908, 1584]
- quote-buy: 31,961: [456, 293, 485, 304]
- article-headline: Ο ΑΡΧΗΓΟΣ ΤΩΝ ΤΣΙΓΓΑΝΩΝ ΖΗΤΗΣΕ ΣΥΜΠΑΡΑΣΤΑΣΗ ΤΟΥ ΠΑΝΝΗΤΑ ΒΙΟ: [43, 1605, 322, 1638]
- column-rule: [1105, 34, 1106, 2233]
- column-main: [531, 33, 1101, 2399]
- article-headline: ΠΥΡΑΥΛΟΣ «ΤΡΙΑΙΝΑ» ΤΟΥ ΑΜΕΡΙΚΑΝΙΚΟΥ ΝΑΥΤΙΚΟΥ ΕΞΕΡΡΑΓΗ ΛΙΓΑ ΛΕΠΤΑ ΜΕΤΑ ΑΠΟ ΔΟΚΙΜΑΣΤΙΚΗ ΠΤΗΣΗ ΕΧΕΙ ΣΧΕΔΙΑΣΘΕΙ ΓΙΑ ΤΟΝ ΕΞΟΠΛΙΣΜΟ ΤΩΝ ΥΠΟΒΡΥΧΙΩΝ: [1112, 1371, 1512, 1437]
- article-body: ΑΘΗΝΑ, 16.— Οπως άνακοινώθηκε χθές, ή κυβέρνηση προωθεί τη μελέτη των μέτρων πού άφορούν τόν προϋπολογισμό καί τις δαπάνες τών τομέων τής δημόσιας διοικήσεως, ένώ οι άρμόδιοι υπουργοί ένημέρωσαν τη Βουλή γιά τις έπιμέρους προβλέψεις καί τις έξελίξεις τού θέματος.: [917, 921, 1101, 1035]
- article-body: ΑΘΗΝΑ, 16.— Οπως άνακοινώθηκε χθές, ή κυβέρνηση προωθεί τη μελέτη των μέτρων πού άφορούν τόν προϋπολογισμό καί τις δαπάνες τών τομέων τής δημόσιας διοικήσεως, ένώ οι άρμόδιοι υπουργοί ένημέρωσαν τη Βουλή γιά τις έπιμέρους προβλέψεις καί τις έξελίξεις τού θέματος.: [1317, 630, 1516, 729]
- quote-buy: 16,097: [456, 205, 485, 216]
- article-body: ΑΘΗΝΑ, 16.— Οπως άνακοινώθηκε χθές, ή κυβέρνηση προωθεί τη μελέτη των μέτρων πού άφορούν τόν προϋπολογισμό καί τις δαπάνες τών τομέων τής δημόσιας διοικήσεως, ένώ οι άρμόδιοι υπουργοί ένημέρωσαν τη Βουλή γιά τις έπιμέρους προβλέψεις καί τις έξελίξεις τού θέματος.: [17, 599, 348, 656]
- article-body: ΑΘΗΝΑ, 16.— Οπως άνακοινώθηκε χθές, ή κυβέρνηση προωθεί τη μελέτη των μέτρων πού άφορούν τόν προϋπολογισμό καί τις δαπάνες τών τομέων τής δημόσιας διοικήσεως, ένώ οι άρμόδιοι υπουργοί ένημέρωσαν τη Βουλή γιά τις έπιμέρους προβλέψεις καί τις έξελίξεις τού θέματος.: [724, 935, 908, 1049]
- quote-sell: 1,127: [503, 242, 526, 253]
- article-body: ΑΘΗΝΑ, 16.— Οπως άνακοινώθηκε χθές, ή κυβέρνηση προωθεί τη μελέτη των μέτρων πού άφορούν τόν προϋπολογισμό καί τις δαπάνες τών τομέων τής δημόσιας διοικήσεως, ένώ οι άρμόδιοι υπουργοί ένημέρωσαν τη Βουλή γιά τις έπιμέρους προβλέψεις καί τις έξελίξεις τού θέματος.: [17, 665, 348, 721]
- article-body: ΑΘΗΝΑ, 16.— Οπως άνακοινώθηκε χθές, ή κυβέρνηση προωθεί τη μελέτη των μέτρων πού άφορούν τόν προϋπολογισμό καί τις δαπάνες τών τομέων τής δημόσιας διοικήσεως, ένώ οι άρμόδιοι υπουργοί ένημέρωσαν τη Βουλή γιά τις έπιμέρους προβλέψεις καί τις έξελίξεις τού θέματος.: [355, 1325, 526, 1439]
- article-body: ΑΘΗΝΑ, 16.— Οπως άνακοινώθηκε χθές, ή κυβέρνηση προωθεί τη μελέτη των μέτρων πού άφορούν τόν προϋπολογισμό καί τις δαπάνες τών τομέων τής δημόσιας διοικήσεως, ένώ οι άρμόδιοι υπουργοί ένημέρωσαν τη Βουλή γιά τις έπιμέρους προβλέψεις καί τις έξελίξεις τού θέματος.: [17, 173, 348, 228]
- article-body: ΑΘΗΝΑ, 16.— Οπως άνακοινώθηκε χθές, ή κυβέρνηση προωθεί τη μελέτη των μέτρων πού άφορούν τόν προϋπολογισμό καί τις δαπάνες τών τομέων τής δημόσιας διοικήσεως, ένώ οι άρμόδιοι υπουργοί ένημέρωσαν τη Βουλή γιά τις έπιμέρους προβλέψεις καί τις έξελίξεις τού θέματος.: [1317, 827, 1516, 926]
- subhead: ΔΑΠΑΝΕΣ: [786, 919, 847, 934]
- article-body: ΑΘΗΝΑ, 16.— Οπως άνακοινώθηκε χθές, ή κυβέρνηση προωθεί τη μελέτη των μέτρων πού άφορούν τόν προϋπολογισμό καί τις δαπάνες τών τομέων τής δημόσιας διοικήσεως, ένώ οι άρμόδιοι υπουργοί ένημέρωσαν τη Βουλή γιά τις έπιμέρους προβλέψεις καί τις έξελίξεις τού θέματος.: [531, 1967, 714, 2081]
- article-headline: ΔΙΕΥΚΡΙΝΙΣΕΙΣ ΤΗΣ ΔΙΕΥΘΥΝΣΕΩΣ ΑΣΤΥΝΟΜΙΑΣ ΑΘΗΝΩΝ ΓΙΑ ΕΠΕΙΣΟΔΙΟ ΠΟΥ ΣΗΜΕΙΩΘΗΚΕ ΣΤΟ ΕΛΛΗΝΙΚΟ ΜΕ ΟΡΓΑΝΑ ΤΗΣ ΚΑΙ ΕΙΚΟΝΟΛΗΠΤΕΣ ΤΩΝ «ΕΠΙΚΑΙΡΩΝ»: [1112, 454, 1512, 521]
- article-body: ΑΘΗΝΑ, 16.— Οπως άνακοινώθηκε χθές, ή κυβέρνηση προωθεί τη μελέτη των μέτρων πού άφορούν τόν προϋπολογισμό καί τις δαπάνες τών τομέων τής δημόσιας διοικήσεως, ένώ οι άρμόδιοι υπουργοί ένημέρωσαν τη Βουλή γιά τις έπιμέρους προβλέψεις καί τις έξελίξεις τού θέματος.: [355, 1829, 526, 1943]
- article-body: ΑΘΗΝΑ, 16.— Οπως άνακοινώθηκε χθές, ή κυβέρνηση προωθεί τη μελέτη των μέτρων πού άφορούν τόν προϋπολογισμό καί τις δαπάνες τών τομέων τής δημόσιας διοικήσεως, ένώ οι άρμόδιοι υπουργοί ένημέρωσαν τη Βουλή γιά τις έπιμέρους προβλέψεις καί τις έξελίξεις τού θέματος.: [17, 1396, 348, 1451]
- article-body: ΑΘΗΝΑ, 16.— Οπως άνακοινώθηκε χθές, ή κυβέρνηση προωθεί τη μελέτη των μέτρων πού άφορούν τόν προϋπολογισμό καί τις δαπάνες τών τομέων τής δημόσιας διοικήσεως, ένώ οι άρμόδιοι υπουργοί ένημέρωσαν τη Βουλή γιά τις έπιμέρους προβλέψεις καί τις έξελίξεις τού θέματος.: [1317, 1132, 1516, 1231]
- article-headline: ΟΙ κ.κ. ΤΣΑΤΣΟΥ ΚΑΙ ΚΥΠΡΙΑΝΟΥ ΔΕΧΘΗΚΑΝ ΕΚΠΡΟΣΩΠΟΥΣ ΟΡΓΑΝΩΣΕΩΝ: [366, 615, 515, 670]
- article-body: ΑΘΗΝΑ, 16.— Οπως άνακοινώθηκε χθές, ή κυβέρνηση προωθεί τη μελέτη των μέτρων πού άφορούν τόν προϋπολογισμό καί τις δαπάνες τών τομέων τής δημόσιας διοικήσεως, ένώ οι άρμόδιοι υπουργοί ένημέρωσαν τη Βουλή γιά τις έπιμέρους προβλέψεις καί τις έξελίξεις τού θέματος.: [1109, 827, 1307, 926]
- article-body: ΑΘΗΝΑ, 16.— Οπως άνακοινώθηκε χθές, ή κυβέρνηση προωθεί τη μελέτη των μέτρων πού άφορούν τόν προϋπολογισμό καί τις δαπάνες τών τομέων τής δημόσιας διοικήσεως, ένώ οι άρμόδιοι υπουργοί ένημέρωσαν τη Βουλή γιά τις έπιμέρους προβλέψεις καί τις έξελίξεις τού θέματος.: [17, 238, 348, 294]
- article-body: ΑΘΗΝΑ, 16.— Οπως άνακοινώθηκε χθές, ή κυβέρνηση προωθεί τη μελέτη των μέτρων πού άφορούν τόν προϋπολογισμό καί τις δαπάνες τών τομέων τής δημόσιας διοικήσεως, ένώ οι άρμόδιοι υπουργοί ένημέρωσαν τη Βουλή γιά τις έπιμέρους προβλέψεις καί τις έξελίξεις τού θέματος.: [531, 1843, 714, 1958]
- quote-sell: 15,233: [498, 305, 526, 316]
- quote-sell: 6,410: [503, 280, 526, 292]
- article-body: ΑΘΗΝΑ, 16.— Οπως άνακοινώθηκε χθές, ή κυβέρνηση προωθεί τη μελέτη των μέτρων πού άφορούν τόν προϋπολογισμό καί τις δαπάνες τών τομέων τής δημόσιας διοικήσεως, ένώ οι άρμόδιοι υπουργοί ένημέρωσαν τη Βουλή γιά τις έπιμέρους προβλέψεις καί τις έξελίξεις τού θέματος.: [724, 661, 908, 774]
- article-body: ΑΘΗΝΑ, 16.— Οπως άνακοινώθηκε χθές, ή κυβέρνηση προωθεί τη μελέτη των μέτρων πού άφορούν τόν προϋπολογισμό καί τις δαπάνες τών τομέων τής δημόσιας διοικήσεως, ένώ οι άρμόδιοι υπουργοί ένημέρωσαν τη Βουλή γιά τις έπιμέρους προβλέψεις καί τις έξελίξεις τού θέματος.: [921, 2180, 1093, 2294]
- article-body: ΑΘΗΝΑ, 16.— Οπως άνακοινώθηκε χθές, ή κυβέρνηση προωθεί τη μελέτη των μέτρων πού άφορούν τόν προϋπολογισμό καί τις δαπάνες τών τομέων τής δημόσιας διοικήσεως, ένώ οι άρμόδιοι υπουργοί ένημέρωσαν τη Βουλή γιά τις έπιμέρους προβλέψεις καί τις έξελίξεις τού θέματος.: [724, 797, 908, 911]
- sidebar-box: [1317, 1937, 1516, 2102]
- article-body: ΑΘΗΝΑ, 16.— Οπως άνακοινώθηκε χθές, ή κυβέρνηση προωθεί τη μελέτη των μέτρων πού άφορούν τόν προϋπολογισμό καί τις δαπάνες τών τομέων τής δημόσιας διοικήσεως, ένώ οι άρμόδιοι υπουργοί ένημέρωσαν τη Βουλή γιά τις έπιμέρους προβλέψεις καί τις έξελίξεις τού θέματος.: [355, 347, 526, 461]
- article-body: ΑΘΗΝΑ, 16.— Οπως άνακοινώθηκε χθές, ή κυβέρνηση προωθεί τη μελέτη των μέτρων πού άφορούν τόν προϋπολογισμό καί τις δαπάνες τών τομέων τής δημόσιας διοικήσεως, ένώ οι άρμόδιοι υπουργοί ένημέρωσαν τη Βουλή γιά τις έπιμέρους προβλέψεις καί τις έξελίξεις τού θέματος.: [1109, 1438, 1307, 1537]
- quote-sell: 7,557: [503, 255, 526, 267]
- lead-article: [531, 523, 1101, 1291]
- article-body: ΑΘΗΝΑ, 16.— Οπως άνακοινώθηκε χθές, ή κυβέρνηση προωθεί τη μελέτη των μέτρων πού άφορούν τόν προϋπολογισμό καί τις δαπάνες τών τομέων τής δημόσιας διοικήσεως, ένώ οι άρμόδιοι υπουργοί ένημέρωσαν τη Βουλή γιά τις έπιμέρους προβλέψεις καί τις έξελίξεις τού θέματος.: [1317, 1438, 1516, 1537]
- quote-buy: 35,746: [456, 141, 485, 153]
- article-body: ΑΘΗΝΑ, 16.— Οπως άνακοινώθηκε χθές, ή κυβέρνηση προωθεί τη μελέτη των μέτρων πού άφορούν τόν προϋπολογισμό καί τις δαπάνες τών τομέων τής δημόσιας διοικήσεως, ένώ οι άρμόδιοι υπουργοί ένημέρωσαν τη Βουλή γιά τις έπιμέρους προβλέψεις καί τις έξελίξεις τού θέματος.: [1317, 936, 1516, 1035]
- subhead: ΔΗΜΟΣΙΟ ΧΡΕΟΣ: [764, 1056, 869, 1072]
- article-headline: ΜΕΤΑ ΤΟ ΠΑΣΧΑ ΘΑ ΣΥΝΕΛΘΕΙ ΤΟ ΣΥΝΟΔΙΚΟ ΓΙΑ ΤΟΝ ΗΛΕΙΑΣ: [934, 1561, 1085, 1603]
- article-body: ΑΘΗΝΑ, 16.— Οπως άνακοινώθηκε χθές, ή κυβέρνηση προωθεί τη μελέτη των μέτρων πού άφορούν τόν προϋπολογισμό καί τις δαπάνες τών τομέων τής δημόσιας διοικήσεως, ένώ οι άρμόδιοι υπουργοί ένημέρωσαν τη Βουλή γιά τις έπιμέρους προβλέψεις καί τις έξελίξεις τού θέματος.: [722, 1843, 905, 1958]
- article-body: ΑΘΗΝΑ, 16.— Οπως άνακοινώθηκε χθές, ή κυβέρνηση προωθεί τη μελέτη των μέτρων πού άφορούν τόν προϋπολογισμό καί τις δαπάνες τών τομέων τής δημόσιας διοικήσεως, ένώ οι άρμόδιοι υπουργοί ένημέρωσαν τη Βουλή γιά τις έπιμέρους προβλέψεις καί τις έξελίξεις τού θέματος.: [1109, 630, 1307, 729]
- quote-sell: 7,872: [503, 217, 526, 228]
- quote-buy: 2,415: [461, 229, 485, 241]
- sidebar-box: [915, 1785, 1101, 1950]
- article-body: ΑΘΗΝΑ, 16.— Οπως άνακοινώθηκε χθές, ή κυβέρνηση προωθεί τη μελέτη των μέτρων πού άφορούν τόν προϋπολογισμό καί τις δαπάνες τών τομέων τής δημόσιας διοικήσεως, ένώ οι άρμόδιοι υπουργοί ένημέρωσαν τη Βουλή γιά τις έπιμέρους προβλέψεις καί τις έξελίξεις τού θέματος.: [17, 1704, 348, 1761]
- article-body: ΑΘΗΝΑ, 16.— Οπως άνακοινώθηκε χθές, ή κυβέρνηση προωθεί τη μελέτη των μέτρων πού άφορούν τόν προϋπολογισμό καί τις δαπάνες τών τομέων τής δημόσιας διοικήσεως, ένώ οι άρμόδιοι υπουργοί ένημέρωσαν τη Βουλή γιά τις έπιμέρους προβλέψεις καί τις έξελίξεις τού θέματος.: [531, 661, 715, 774]
- article-body: ΑΘΗΝΑ, 16.— Οπως άνακοινώθηκε χθές, ή κυβέρνηση προωθεί τη μελέτη των μέτρων πού άφορούν τόν προϋπολογισμό καί τις δαπάνες τών τομέων τής δημόσιας διοικήσεως, ένώ οι άρμόδιοι υπουργοί ένημέρωσαν τη Βουλή γιά τις έπιμέρους προβλέψεις καί τις έξελίξεις τού θέματος.: [355, 485, 526, 598]
- article-body: ΑΘΗΝΑ, 16.— Οπως άνακοινώθηκε χθές, ή κυβέρνηση προωθεί τη μελέτη των μέτρων πού άφορούν τόν προϋπολογισμό καί τις δαπάνες τών τομέων τής δημόσιας διοικήσεως, ένώ οι άρμόδιοι υπουργοί ένημέρωσαν τη Βουλή γιά τις έπιμέρους προβλέψεις καί τις έξελίξεις τού θέματος.: [921, 1819, 1093, 1934]
- article-body: ΑΘΗΝΑ, 16.— Οπως άνακοινώθηκε χθές, ή κυβέρνηση προωθεί τη μελέτη των μέτρων πού άφορούν τόν προϋπολογισμό καί τις δαπάνες τών τομέων τής δημόσιας διοικήσεως, ένώ οι άρμόδιοι υπουργοί ένημέρωσαν τη Βουλή γιά τις έπιμέρους προβλέψεις καί τις έξελίξεις τού θέματος.: [1109, 936, 1307, 1035]
- article-body: ΑΘΗΝΑ, 16.— Οπως άνακοινώθηκε χθές, ή κυβέρνηση προωθεί τη μελέτη των μέτρων πού άφορούν τόν προϋπολογισμό καί τις δαπάνες τών τομέων τής δημόσιας διοικήσεως, ένώ οι άρμόδιοι υπουργοί ένημέρωσαν τη Βουλή γιά τις έπιμέρους προβλέψεις καί τις έξελίξεις τού θέματος.: [724, 523, 908, 637]
- quote-buy: 6,623: [461, 268, 485, 279]
- column-rule: [350, 34, 351, 2233]
- article-body: ΑΘΗΝΑ, 16.— Οπως άνακοινώθηκε χθές, ή κυβέρνηση προωθεί τη μελέτη των μέτρων πού άφορούν τόν προϋπολογισμό καί τις δαπάνες τών τομέων τής δημόσιας διοικήσεως, ένώ οι άρμόδιοι υπουργοί ένημέρωσαν τη Βουλή γιά τις έπιμέρους προβλέψεις καί τις έξελίξεις τού θέματος.: [17, 1136, 348, 1192]
- exchange-rates-table: [355, 141, 526, 317]
- article-body: ΑΘΗΝΑ, 16.— Οπως άνακοινώθηκε χθές, ή κυβέρνηση προωθεί τη μελέτη των μέτρων πού άφορούν τόν προϋπολογισμό καί τις δαπάνες τών τομέων τής δημόσιας διοικήσεως, ένώ οι άρμόδιοι υπουργοί ένημέρωσαν τη Βουλή γιά τις έπιμέρους προβλέψεις καί τις έξελίξεις τού θέματος.: [724, 1346, 908, 1460]
- article-body: ΑΘΗΝΑ, 16.— Οπως άνακοινώθηκε χθές, ή κυβέρνηση προωθεί τη μελέτη των μέτρων πού άφορούν τόν προϋπολογισμό καί τις δαπάνες τών τομέων τής δημόσιας διοικήσεως, ένώ οι άρμόδιοι υπουργοί ένημέρωσαν τη Βουλή γιά τις έπιμέρους προβλέψεις καί τις έξελίξεις τού θέματος.: [17, 1639, 348, 1695]
- article-body: ΑΘΗΝΑ, 16.— Οπως άνακοινώθηκε χθές, ή κυβέρνηση προωθεί τη μελέτη των μέτρων πού άφορούν τόν προϋπολογισμό καί τις δαπάνες τών τομέων τής δημόσιας διοικήσεως, ένώ οι άρμόδιοι υπουργοί ένημέρωσαν τη Βουλή γιά τις έπιμέρους προβλέψεις καί τις έξελίξεις τού θέματος.: [17, 533, 348, 590]
- subhead: ΠΡΟΝΟΙΑ — ΥΓΕΙΑ: [566, 1030, 680, 1045]
- article-headline: ΕΝΣΤΑΣΕΙΣ ΥΠΟΨΗΦΙΩΝ ΣΤΙΣ ΤΕΛΕΥΤΑΙΕΣ ΕΚΛΟΓΕΣ ΣΥΖΗΤΗΘΗΚΑΝ ΣΤΟ ΣΥΜΒΟΥΛΙΟ ΤΗΣ ΕΠΙΚΡΑΤΕΙΑΣ: [1115, 34, 1509, 68]
- quote-name: Ζυρίχη: [355, 192, 384, 204]
- article-body: ΑΘΗΝΑ, 16.— Οπως άνακοινώθηκε χθές, ή κυβέρνηση προωθεί τη μελέτη των μέτρων πού άφορούν τόν προϋπολογισμό καί τις δαπάνες τών τομέων τής δημόσιας διοικήσεως, ένώ οι άρμόδιοι υπουργοί ένημέρωσαν τη Βουλή γιά τις έπιμέρους προβλέψεις καί τις έξελίξεις τού θέματος.: [17, 1268, 348, 1323]
- quote-row: [355, 229, 526, 242]
- drachma-headline: Η ΔΡΑΧΜΗ ΣΤΗ ΝΕΑ ΥΟΡΚΗ: [355, 469, 526, 485]
- quote-name: Παρίσι: [355, 268, 384, 279]
- article-body: ΑΘΗΝΑ, 16.— Οπως άνακοινώθηκε χθές, ή κυβέρνηση προωθεί τη μελέτη των μέτρων πού άφορούν τόν προϋπολογισμό καί τις δαπάνες τών τομέων τής δημόσιας διοικήσεως, ένώ οι άρμόδιοι υπουργοί ένημέρωσαν τη Βουλή γιά τις έπιμέρους προβλέψεις καί τις έξελίξεις τού θέματος.: [17, 304, 348, 359]
- article-headline: ΑΝΤΙΠΡΟΣΩΠΟΣ ΤΗΣ ΚΟΙΝΗΣ ΑΓΟΡΑΣ ΑΠΕΤΥΧΕ ΣΤΟ ΤΟΚΙΟ ΝΑ ΑΠΟΣΠΑΣΕΙ ΣΥΓΚΕΚΡΙΜΕΝΗ ΙΑΠΩΝΙΚΗ ΔΕΣΜΕΥΣΗ ΓΙΑ ΚΑΠΟΙΑ ΜΕΙΩΣΗ ΤΟΥ ΤΕΡΑΣΤΙΟΥ ΠΕΡΙΣΣΕΥΜΑΤΟΣ: [1115, 760, 1509, 826]
